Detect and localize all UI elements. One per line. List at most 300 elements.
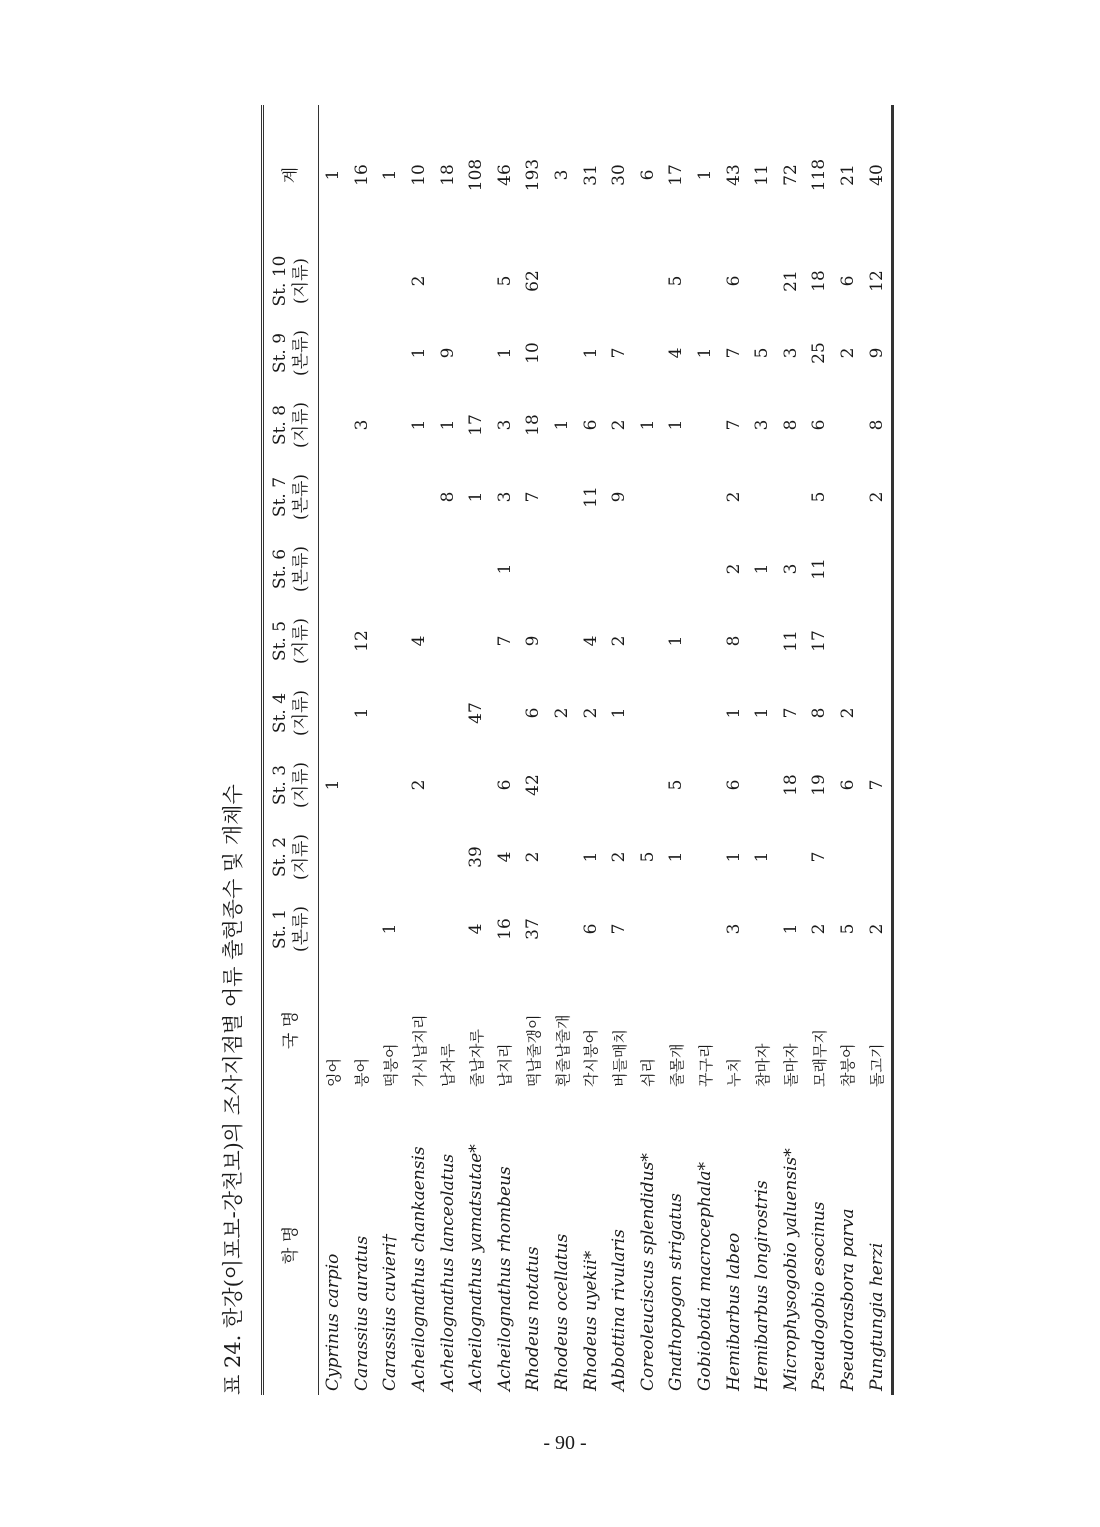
count-cell: 1 bbox=[752, 707, 773, 719]
table-row bbox=[376, 105, 405, 1395]
total-cell: 1 bbox=[323, 169, 344, 181]
total-cell: 46 bbox=[494, 164, 515, 186]
count-cell: 6 bbox=[723, 779, 744, 791]
count-cell: 2 bbox=[862, 461, 892, 533]
count-cell bbox=[376, 749, 405, 821]
korean-name-cell: 줄몰개 bbox=[667, 1043, 686, 1087]
count-cell: 1 bbox=[752, 851, 773, 863]
count-cell bbox=[319, 245, 348, 317]
count-cell bbox=[862, 677, 892, 749]
header-station bbox=[263, 821, 319, 893]
count-cell: 4 bbox=[666, 347, 687, 359]
scientific-name-cell: Acheilognathus rhombeus bbox=[494, 1166, 515, 1391]
table-row bbox=[348, 105, 377, 1395]
count-cell: 8 bbox=[809, 707, 830, 719]
station-type: (지류) bbox=[291, 833, 311, 881]
count-cell bbox=[376, 461, 405, 533]
table-row bbox=[433, 105, 462, 1395]
table-row bbox=[777, 105, 806, 1395]
count-cell bbox=[319, 893, 348, 965]
count-cell: 7 bbox=[723, 347, 744, 359]
count-cell: 2 bbox=[609, 419, 630, 431]
total-cell: 21 bbox=[837, 164, 858, 186]
count-cell: 3 bbox=[494, 491, 515, 503]
count-cell bbox=[748, 893, 777, 965]
header-total: 계 bbox=[263, 105, 319, 245]
table-row bbox=[748, 105, 777, 1395]
scientific-name-cell: Acheilognathus yamatsutae* bbox=[466, 1144, 487, 1391]
korean-name-cell: 각시붕어 bbox=[582, 1029, 601, 1087]
table-row bbox=[862, 105, 892, 1395]
count-cell bbox=[433, 821, 462, 893]
count-cell: 6 bbox=[523, 707, 544, 719]
header-station bbox=[263, 389, 319, 461]
count-cell bbox=[405, 677, 434, 749]
table-row bbox=[719, 105, 748, 1395]
count-cell: 4 bbox=[409, 635, 430, 647]
station-type: (본류) bbox=[291, 905, 311, 953]
count-cell bbox=[576, 533, 605, 605]
count-cell: 3 bbox=[494, 419, 515, 431]
count-cell: 3 bbox=[723, 923, 744, 935]
station-name: St. 2 bbox=[270, 836, 290, 878]
count-cell: 3 bbox=[780, 347, 801, 359]
count-cell: 1 bbox=[323, 779, 344, 791]
count-cell: 2 bbox=[723, 491, 744, 503]
count-cell: 9 bbox=[437, 347, 458, 359]
table-row bbox=[319, 105, 348, 1395]
count-cell: 1 bbox=[723, 851, 744, 863]
count-cell bbox=[691, 821, 720, 893]
count-cell bbox=[691, 893, 720, 965]
count-cell: 9 bbox=[609, 491, 630, 503]
count-cell bbox=[634, 461, 663, 533]
station-type: (지류) bbox=[291, 617, 311, 665]
count-cell: 5 bbox=[837, 923, 858, 935]
count-cell: 7 bbox=[809, 851, 830, 863]
total-cell: 40 bbox=[862, 105, 892, 245]
count-cell bbox=[777, 821, 806, 893]
count-cell bbox=[576, 749, 605, 821]
count-cell: 8 bbox=[723, 635, 744, 647]
count-cell bbox=[462, 749, 491, 821]
table-row bbox=[462, 105, 491, 1395]
scientific-name-cell: Hemibarbus labeo bbox=[723, 1232, 744, 1391]
count-cell bbox=[605, 749, 634, 821]
korean-name-cell: 쉬리 bbox=[639, 1058, 658, 1087]
total-cell: 16 bbox=[351, 164, 372, 186]
count-cell bbox=[376, 821, 405, 893]
station-name: St. 1 bbox=[270, 908, 290, 950]
count-cell bbox=[405, 533, 434, 605]
korean-name-cell: 흰줄납줄개 bbox=[553, 1014, 572, 1087]
table-row bbox=[405, 105, 434, 1395]
count-cell bbox=[348, 749, 377, 821]
total-cell: 10 bbox=[409, 164, 430, 186]
count-cell bbox=[433, 605, 462, 677]
korean-name-cell: 붕어 bbox=[353, 1058, 372, 1087]
count-cell: 2 bbox=[609, 851, 630, 863]
count-cell bbox=[662, 533, 691, 605]
korean-name-cell: 떡납줄갱이 bbox=[524, 1014, 543, 1087]
count-cell bbox=[548, 749, 577, 821]
count-cell: 6 bbox=[837, 779, 858, 791]
count-cell bbox=[376, 605, 405, 677]
count-cell bbox=[548, 821, 577, 893]
count-cell: 25 bbox=[809, 342, 830, 364]
header-station bbox=[263, 533, 319, 605]
count-cell: 2 bbox=[552, 707, 573, 719]
korean-name-cell: 버들매치 bbox=[610, 1029, 629, 1087]
korean-name-cell: 납지리 bbox=[496, 1043, 515, 1087]
scientific-name-cell: Pseudorasbora parva bbox=[837, 1208, 858, 1391]
station-type: (본류) bbox=[291, 545, 311, 593]
korean-name-cell: 모래무지 bbox=[810, 1029, 829, 1087]
count-cell bbox=[348, 893, 377, 965]
header-korean-name: 국 명 bbox=[263, 965, 319, 1095]
count-cell: 5 bbox=[494, 275, 515, 287]
count-cell: 6 bbox=[723, 275, 744, 287]
count-cell bbox=[519, 533, 548, 605]
total-cell: 6 bbox=[637, 169, 658, 181]
count-cell: 5 bbox=[666, 275, 687, 287]
count-cell: 4 bbox=[494, 851, 515, 863]
count-cell bbox=[748, 605, 777, 677]
count-cell bbox=[376, 317, 405, 389]
count-cell: 7 bbox=[609, 923, 630, 935]
count-cell bbox=[405, 821, 434, 893]
count-cell bbox=[834, 461, 863, 533]
count-cell: 2 bbox=[723, 563, 744, 575]
count-cell bbox=[691, 461, 720, 533]
count-cell: 5 bbox=[637, 851, 658, 863]
scientific-name-cell: Gnathopogon strigatus bbox=[666, 1193, 687, 1391]
count-cell bbox=[777, 461, 806, 533]
count-cell: 5 bbox=[666, 779, 687, 791]
count-cell: 17 bbox=[466, 414, 487, 436]
count-cell bbox=[462, 605, 491, 677]
count-cell bbox=[348, 461, 377, 533]
korean-name-cell: 돌고기 bbox=[862, 965, 892, 1095]
scientific-name-cell: Acheilognathus chankaensis bbox=[409, 1146, 430, 1391]
count-cell: 1 bbox=[494, 563, 515, 575]
count-cell bbox=[691, 605, 720, 677]
fish-species-table bbox=[261, 105, 894, 1395]
count-cell: 1 bbox=[409, 347, 430, 359]
count-cell: 18 bbox=[780, 774, 801, 796]
count-cell bbox=[348, 533, 377, 605]
count-cell bbox=[319, 317, 348, 389]
scientific-name-cell: Pungtungia herzi bbox=[862, 1095, 892, 1395]
korean-name-cell: 납자루 bbox=[439, 1043, 458, 1087]
scientific-name-cell: Hemibarbus longirostris bbox=[752, 1180, 773, 1391]
count-cell bbox=[319, 461, 348, 533]
header-station bbox=[263, 605, 319, 677]
station-name: St. 3 bbox=[270, 764, 290, 806]
page-number: - 90 - bbox=[543, 1432, 587, 1454]
count-cell bbox=[634, 677, 663, 749]
scientific-name-cell: Carassius cuvieri† bbox=[380, 1233, 401, 1391]
station-type: (지류) bbox=[291, 689, 311, 737]
count-cell bbox=[319, 821, 348, 893]
station-name: St. 6 bbox=[270, 548, 290, 590]
count-cell: 1 bbox=[609, 707, 630, 719]
count-cell bbox=[834, 533, 863, 605]
count-cell bbox=[748, 749, 777, 821]
count-cell: 1 bbox=[780, 923, 801, 935]
count-cell: 5 bbox=[752, 347, 773, 359]
count-cell bbox=[548, 317, 577, 389]
korean-name-cell: 참붕어 bbox=[839, 1043, 858, 1087]
table-row bbox=[834, 105, 863, 1395]
scientific-name-cell: Coreoleuciscus splendidus* bbox=[637, 1153, 658, 1391]
total-cell: 11 bbox=[752, 164, 773, 186]
count-cell: 19 bbox=[809, 774, 830, 796]
count-cell bbox=[691, 533, 720, 605]
total-cell: 17 bbox=[666, 164, 687, 186]
korean-name-cell: 잉어 bbox=[324, 1058, 343, 1087]
count-cell bbox=[348, 317, 377, 389]
count-cell: 18 bbox=[809, 270, 830, 292]
count-cell: 1 bbox=[666, 419, 687, 431]
count-cell bbox=[834, 389, 863, 461]
count-cell: 39 bbox=[466, 846, 487, 868]
count-cell: 11 bbox=[809, 558, 830, 580]
count-cell: 2 bbox=[809, 923, 830, 935]
count-cell: 2 bbox=[580, 707, 601, 719]
count-cell bbox=[662, 461, 691, 533]
count-cell bbox=[405, 893, 434, 965]
header-station bbox=[263, 245, 319, 317]
count-cell: 1 bbox=[552, 419, 573, 431]
header-scientific-name: 학 명 bbox=[263, 1095, 319, 1395]
count-cell bbox=[662, 893, 691, 965]
count-cell: 12 bbox=[351, 630, 372, 652]
table-row bbox=[805, 105, 834, 1395]
count-cell bbox=[862, 533, 892, 605]
count-cell: 11 bbox=[780, 630, 801, 652]
header-station bbox=[263, 677, 319, 749]
count-cell bbox=[376, 533, 405, 605]
count-cell bbox=[862, 821, 892, 893]
station-name: St. 7 bbox=[270, 476, 290, 518]
station-type: (지류) bbox=[291, 257, 311, 305]
scientific-name-cell: Rhodeus uyekii* bbox=[580, 1250, 601, 1391]
count-cell bbox=[376, 677, 405, 749]
count-cell bbox=[634, 533, 663, 605]
scientific-name-cell: Acheilognathus lanceolatus bbox=[437, 1153, 458, 1391]
station-type: (지류) bbox=[291, 401, 311, 449]
count-cell: 1 bbox=[437, 419, 458, 431]
count-cell: 1 bbox=[580, 347, 601, 359]
count-cell: 6 bbox=[837, 275, 858, 287]
count-cell bbox=[634, 245, 663, 317]
header-station bbox=[263, 749, 319, 821]
count-cell bbox=[348, 821, 377, 893]
scientific-name-cell: Cyprinus carpio bbox=[323, 1253, 344, 1391]
count-cell bbox=[462, 317, 491, 389]
count-cell bbox=[319, 533, 348, 605]
total-cell: 1 bbox=[380, 169, 401, 181]
station-type: (지류) bbox=[291, 761, 311, 809]
count-cell bbox=[634, 893, 663, 965]
count-cell bbox=[319, 677, 348, 749]
count-cell bbox=[691, 677, 720, 749]
table-row bbox=[691, 105, 720, 1395]
count-cell bbox=[462, 533, 491, 605]
count-cell bbox=[376, 389, 405, 461]
count-cell bbox=[605, 533, 634, 605]
total-cell: 3 bbox=[552, 169, 573, 181]
count-cell bbox=[376, 245, 405, 317]
count-cell bbox=[605, 245, 634, 317]
korean-name-cell: 떡붕어 bbox=[381, 1043, 400, 1087]
count-cell bbox=[348, 245, 377, 317]
count-cell bbox=[433, 677, 462, 749]
count-cell: 9 bbox=[862, 317, 892, 389]
rotated-table-page bbox=[215, 45, 905, 1395]
count-cell bbox=[491, 677, 520, 749]
count-cell bbox=[862, 605, 892, 677]
total-cell: 193 bbox=[523, 158, 544, 192]
table-row bbox=[605, 105, 634, 1395]
count-cell: 11 bbox=[580, 486, 601, 508]
table-row bbox=[576, 105, 605, 1395]
count-cell: 7 bbox=[494, 635, 515, 647]
count-cell: 8 bbox=[862, 389, 892, 461]
count-cell: 9 bbox=[523, 635, 544, 647]
korean-name-cell: 가시납지리 bbox=[410, 1014, 429, 1087]
table-row bbox=[491, 105, 520, 1395]
station-name: St. 4 bbox=[270, 692, 290, 734]
count-cell bbox=[748, 245, 777, 317]
total-cell: 18 bbox=[437, 164, 458, 186]
scientific-name-cell: Pseudogobio esocinus bbox=[809, 1201, 830, 1391]
count-cell: 7 bbox=[862, 749, 892, 821]
total-cell: 1 bbox=[695, 169, 716, 181]
count-cell bbox=[433, 893, 462, 965]
station-type: (본류) bbox=[291, 473, 311, 521]
count-cell: 6 bbox=[580, 419, 601, 431]
count-cell: 1 bbox=[695, 347, 716, 359]
count-cell: 7 bbox=[609, 347, 630, 359]
station-type: (본류) bbox=[291, 329, 311, 377]
count-cell: 17 bbox=[809, 630, 830, 652]
count-cell bbox=[691, 389, 720, 461]
count-cell bbox=[662, 677, 691, 749]
scientific-name-cell: Rhodeus ocellatus bbox=[552, 1233, 573, 1391]
count-cell: 4 bbox=[580, 635, 601, 647]
count-cell: 1 bbox=[580, 851, 601, 863]
count-cell: 47 bbox=[466, 702, 487, 724]
total-cell: 31 bbox=[580, 164, 601, 186]
count-cell: 1 bbox=[752, 563, 773, 575]
count-cell bbox=[319, 605, 348, 677]
count-cell: 3 bbox=[351, 419, 372, 431]
count-cell bbox=[634, 749, 663, 821]
station-name: St. 10 bbox=[270, 255, 290, 307]
count-cell: 3 bbox=[780, 563, 801, 575]
count-cell: 8 bbox=[437, 491, 458, 503]
count-cell bbox=[834, 605, 863, 677]
table-row bbox=[519, 105, 548, 1395]
total-cell: 118 bbox=[809, 158, 830, 192]
count-cell: 12 bbox=[862, 245, 892, 317]
count-cell: 8 bbox=[780, 419, 801, 431]
count-cell: 2 bbox=[609, 635, 630, 647]
count-cell bbox=[433, 749, 462, 821]
count-cell: 1 bbox=[723, 707, 744, 719]
count-cell: 1 bbox=[380, 923, 401, 935]
total-cell: 30 bbox=[609, 164, 630, 186]
count-cell: 42 bbox=[523, 774, 544, 796]
scientific-name-cell: Rhodeus notatus bbox=[523, 1246, 544, 1391]
count-cell: 18 bbox=[523, 414, 544, 436]
count-cell: 2 bbox=[409, 275, 430, 287]
count-cell bbox=[691, 245, 720, 317]
count-cell: 6 bbox=[580, 923, 601, 935]
scientific-name-cell: Microphysogobio yaluensis* bbox=[780, 1148, 801, 1391]
count-cell: 10 bbox=[523, 342, 544, 364]
table-row bbox=[634, 105, 663, 1395]
total-cell: 43 bbox=[723, 164, 744, 186]
count-cell: 1 bbox=[409, 419, 430, 431]
scientific-name-cell: Gobiobotia macrocephala* bbox=[695, 1161, 716, 1391]
count-cell: 5 bbox=[809, 491, 830, 503]
count-cell bbox=[405, 461, 434, 533]
count-cell bbox=[319, 389, 348, 461]
count-cell: 2 bbox=[523, 851, 544, 863]
count-cell: 1 bbox=[494, 347, 515, 359]
count-cell bbox=[433, 245, 462, 317]
count-cell: 2 bbox=[837, 707, 858, 719]
table-caption: 표 24. 한강(이포보-강천보)의 조사지점별 어류 출현종수 및 개체수 bbox=[221, 784, 245, 1395]
count-cell bbox=[691, 749, 720, 821]
station-name: St. 5 bbox=[270, 620, 290, 662]
header-station bbox=[263, 893, 319, 965]
count-cell: 6 bbox=[494, 779, 515, 791]
count-cell: 16 bbox=[494, 918, 515, 940]
count-cell: 2 bbox=[862, 893, 892, 965]
count-cell bbox=[576, 245, 605, 317]
count-cell bbox=[548, 605, 577, 677]
header-station bbox=[263, 461, 319, 533]
korean-name-cell: 참마자 bbox=[753, 1043, 772, 1087]
table-header bbox=[263, 105, 319, 1395]
total-cell: 72 bbox=[780, 164, 801, 186]
count-cell bbox=[433, 533, 462, 605]
count-cell: 21 bbox=[780, 270, 801, 292]
count-cell: 2 bbox=[837, 347, 858, 359]
count-cell: 1 bbox=[666, 635, 687, 647]
count-cell: 7 bbox=[523, 491, 544, 503]
table-body bbox=[319, 105, 893, 1395]
count-cell: 2 bbox=[409, 779, 430, 791]
table-row bbox=[548, 105, 577, 1395]
scientific-name-cell: Carassius auratus bbox=[351, 1235, 372, 1391]
korean-name-cell: 줄납자루 bbox=[467, 1029, 486, 1087]
count-cell bbox=[548, 893, 577, 965]
count-cell bbox=[834, 821, 863, 893]
count-cell: 37 bbox=[523, 918, 544, 940]
station-name: St. 8 bbox=[270, 404, 290, 446]
count-cell: 1 bbox=[637, 419, 658, 431]
station-name: St. 9 bbox=[270, 332, 290, 374]
count-cell bbox=[634, 317, 663, 389]
count-cell bbox=[748, 461, 777, 533]
count-cell: 1 bbox=[466, 491, 487, 503]
korean-name-cell: 꾸구리 bbox=[696, 1043, 715, 1087]
